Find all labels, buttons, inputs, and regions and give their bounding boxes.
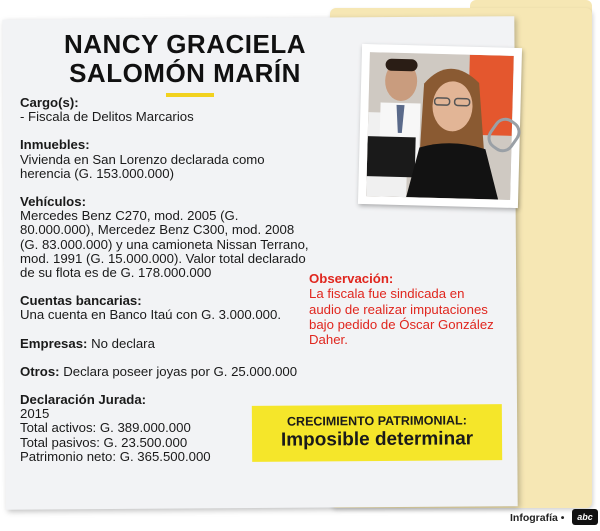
empresas-label: Empresas: [20,335,88,351]
section-otros [20,365,310,379]
observation-note [309,271,499,347]
observation-label: Observación: [309,271,394,286]
observation-text: La fiscala fue sindicada en audio de realizar imputaciones bajo pedido de Óscar González Daher. [309,286,494,348]
cargos-text: - Fiscala de Delitos Marcarios [20,109,194,125]
infographic-credit: Infografía • [510,512,565,524]
name-line-2: SALOMÓN MARÍN [69,58,301,88]
section-inmuebles [20,138,310,181]
cuentas-text: Una cuenta en Banco Itaú con G. 3.000.000. [20,307,282,323]
declaracion-label: Declaración Jurada: [20,392,147,408]
total-activos: Total activos: G. 389.000.000 [20,420,191,436]
section-vehiculos [20,195,310,280]
banner-subtitle: CRECIMIENTO PATRIMONIAL: [286,413,467,429]
total-pasivos: Total pasivos: G. 23.500.000 [20,434,188,450]
patrimonio-neto: Patrimonio neto: G. 365.500.000 [20,448,211,464]
otros-text: Declara poseer joyas por G. 25.000.000 [63,363,298,379]
otros-label: Otros: [20,363,60,379]
vehiculos-text: Mercedes Benz C270, mod. 2005 (G. 80.000.000), Mercedez Benz C300, mod. 2008 (G. 83.000.000) y una camioneta Nissan Terrano, mod. 1991 (G. 15.000.000). Valor total declarado de su flota es de G. 178.000.000 [20,208,309,281]
cuentas-label: Cuentas bancarias: [20,293,142,309]
declaracion-year: 2015 [20,406,50,422]
person-name [40,30,330,88]
inmuebles-label: Inmuebles: [20,137,90,153]
abc-logo: abc [572,509,598,525]
empresas-text: No declara [91,335,155,351]
cargos-label: Cargo(s): [20,95,79,110]
inmuebles-text: Vivienda en San Lorenzo declarada como herencia (G. 153.000.000) [20,151,265,181]
vehiculos-label: Vehículos: [20,194,86,210]
patrimonial-growth-banner [252,404,502,462]
section-cargos [20,96,310,124]
section-empresas [20,337,310,351]
name-line-1: NANCY GRACIELA [64,29,306,59]
section-cuentas [20,294,310,322]
banner-title: Imposible determinar [280,428,474,451]
